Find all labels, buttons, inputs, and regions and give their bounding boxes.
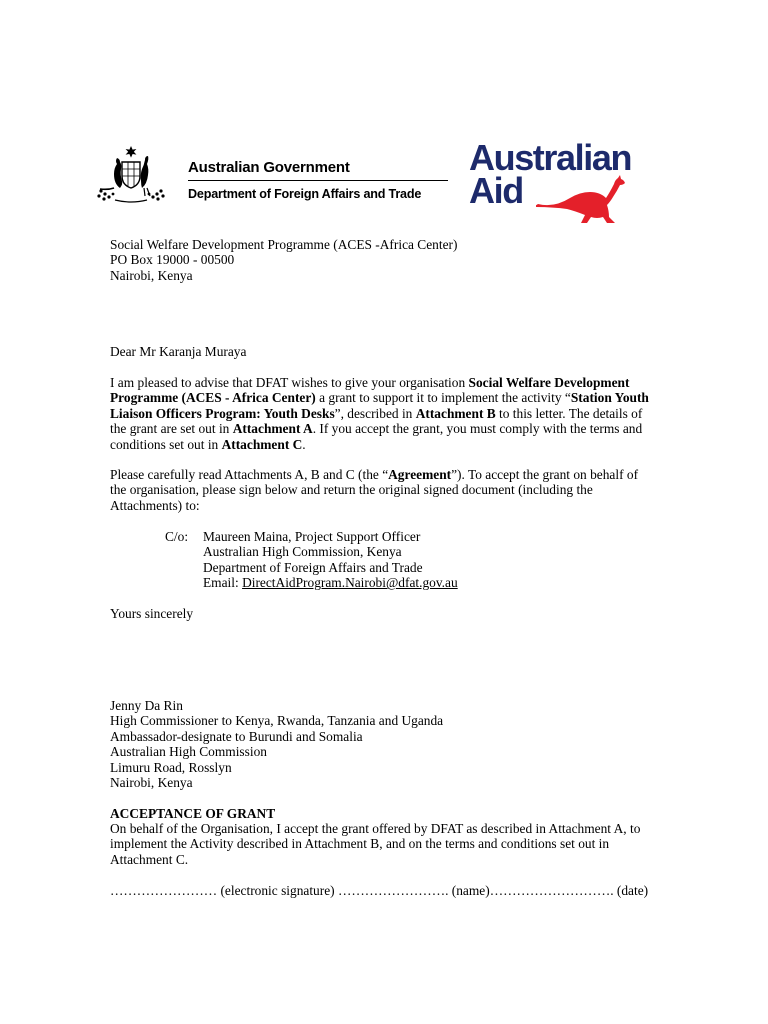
paragraph-line: On behalf of the Organisation, I accept the grant offered by DFAT as described in Attachment A, to — [110, 821, 641, 836]
organisation-name: Social Welfare Development — [468, 375, 630, 390]
signatory-address: Australian High Commission — [110, 744, 267, 760]
text-run: . If you accept the grant, you must comply with the terms and — [312, 421, 643, 437]
care-of-address — [203, 529, 458, 591]
paragraph-line: the organisation, please sign below and return the original signed document (including the — [110, 482, 593, 498]
activity-name: Station Youth — [570, 390, 649, 406]
address-line: Nairobi, Kenya — [110, 267, 193, 283]
care-of-line: Australian High Commission, Kenya — [203, 544, 402, 560]
email-link[interactable]: DirectAidProgram.Nairobi@dfat.gov.au — [242, 575, 458, 591]
instructions-paragraph — [110, 467, 638, 513]
care-of-line: Maureen Maina, Project Support Officer — [203, 529, 421, 544]
text-run: Please carefully read Attachments A, B and C (the “ — [110, 467, 389, 482]
text-run: . — [302, 436, 306, 452]
attachment-reference: Attachment C — [221, 436, 303, 452]
attachment-reference: Attachment A — [232, 421, 313, 437]
closing: Yours sincerely — [110, 606, 194, 621]
coat-of-arms-icon — [93, 144, 169, 204]
email-label: Email: — [203, 575, 243, 591]
paragraph-line — [110, 437, 649, 452]
paragraph-line: implement the Activity described in Attachment B, and on the terms and conditions set out in — [110, 836, 610, 852]
government-name: Australian Government — [188, 159, 350, 176]
signatory-address: Limuru Road, Rosslyn — [110, 759, 232, 775]
attachment-reference: Attachment B — [415, 405, 496, 421]
paragraph-line: Attachment C. — [110, 851, 189, 867]
organisation-name: Programme (ACES - Africa Center) — [110, 390, 316, 406]
paragraph-line — [110, 406, 649, 421]
text-run: a grant to support it to implement the activity “ — [315, 390, 571, 406]
signatory-title: High Commissioner to Kenya, Rwanda, Tanzania and Uganda — [110, 713, 444, 729]
text-run: the grant are set out in — [110, 421, 233, 437]
acceptance-heading: ACCEPTANCE OF GRANT — [110, 806, 276, 821]
text-run: ”). To accept the grant on behalf of — [451, 467, 639, 482]
paragraph-line — [110, 421, 649, 436]
acceptance-text — [110, 821, 640, 867]
salutation: Dear Mr Karanja Muraya — [110, 344, 247, 359]
signatory-block — [110, 698, 443, 790]
signature-line: …………………… (electronic signature) ……………………. (name)………………………. (date) — [110, 883, 649, 898]
aid-logo-line-1: Australian — [469, 137, 632, 178]
kangaroo-icon — [536, 174, 628, 226]
text-run: ”, described in — [334, 405, 416, 421]
department-name: Department of Foreign Affairs and Trade — [188, 187, 422, 201]
address-line: PO Box 19000 - 00500 — [110, 252, 235, 268]
agreement-term: Agreement — [388, 467, 452, 482]
care-of-email-line — [203, 575, 458, 590]
text-run: I am pleased to advise that DFAT wishes to give your organisation — [110, 375, 469, 390]
care-of-label: C/o: — [165, 529, 189, 544]
paragraph-line: Attachments) to: — [110, 497, 200, 513]
address-line: Social Welfare Development Programme (ACES -Africa Center) — [110, 237, 458, 252]
paragraph-line — [110, 390, 649, 405]
signatory-title: Ambassador-designate to Burundi and Somalia — [110, 728, 363, 744]
care-of-line: Department of Foreign Affairs and Trade — [203, 559, 423, 575]
recipient-address — [110, 237, 457, 283]
grant-offer-paragraph — [110, 375, 649, 452]
signatory-name: Jenny Da Rin — [110, 698, 183, 713]
header-divider — [188, 180, 448, 181]
aid-logo-line-2: Aid — [469, 170, 523, 211]
text-run: conditions set out in — [110, 436, 222, 452]
paragraph-line — [110, 375, 649, 390]
paragraph-line — [110, 467, 638, 482]
signatory-address: Nairobi, Kenya — [110, 775, 193, 791]
activity-name: Liaison Officers Program: Youth Desks — [110, 405, 335, 421]
text-run: to this letter. The details of — [495, 405, 643, 421]
